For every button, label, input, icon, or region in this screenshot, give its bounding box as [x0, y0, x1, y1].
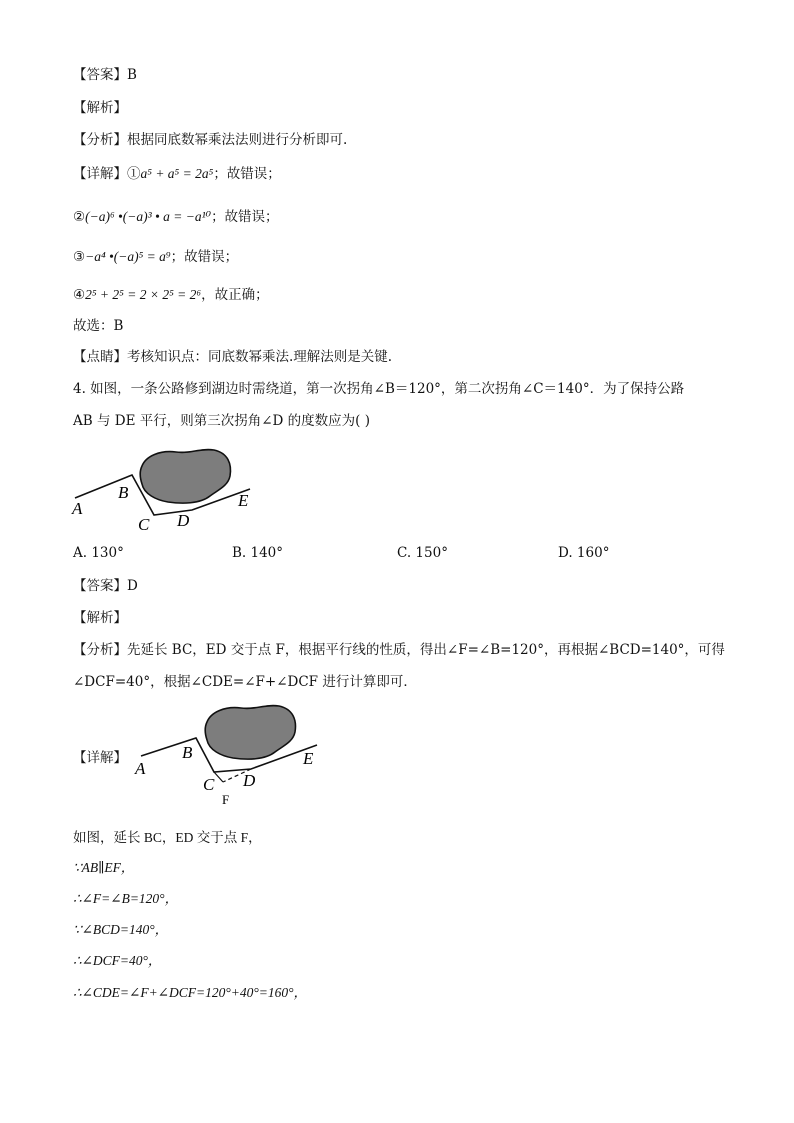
dianjing-q3: 【点睛】考核知识点：同底数幂乘法.理解法则是关键. [73, 349, 393, 365]
label-E: E [238, 491, 249, 510]
item4-expression: 2⁵ + 2⁵ = 2 × 2⁵ = 2⁶ [85, 287, 202, 302]
analysis-label-q3: 【解析】 [73, 100, 127, 116]
item4-number: ④ [73, 287, 86, 303]
answer-q3: 【答案】B [73, 67, 137, 83]
label2-B: B [182, 743, 193, 762]
step-2: ∵AB∥EF， [73, 860, 135, 875]
lake-shape [140, 450, 230, 504]
step-5: ∴∠DCF=40°， [73, 953, 162, 968]
item2-conclusion: ；故错误； [211, 209, 279, 225]
label-C: C [138, 515, 150, 534]
lake-shape-2 [205, 706, 295, 760]
road-figure-1 [60, 438, 280, 538]
detail-label-q3: 【详解】 [73, 166, 127, 182]
label2-E: E [303, 749, 314, 768]
detail-item-4 [73, 285, 269, 305]
item3-number: ③ [73, 249, 86, 265]
item4-conclusion: ，故正确； [201, 287, 269, 303]
option-d: D. 160° [558, 545, 610, 561]
item2-number: ② [73, 209, 86, 225]
label2-D: D [243, 771, 256, 790]
extension-line-cf [214, 772, 223, 782]
option-a: A. 130° [73, 545, 124, 561]
option-b: B. 140° [232, 545, 284, 561]
item1-conclusion: ；故错误； [213, 166, 281, 182]
answer-q4: 【答案】D [73, 578, 138, 594]
q4-stem-line1: 4. 如图，一条公路修到湖边时需绕道，第一次拐角∠B＝120°，第二次拐角∠C＝140°．为了保持公路 [73, 381, 685, 397]
step-4: ∵∠BCD=140°， [73, 922, 169, 937]
detail-item-2 [73, 207, 279, 227]
step-1: 如图，延长 BC，ED 交于点 F， [73, 830, 262, 845]
analysis-label-q4: 【解析】 [73, 610, 127, 626]
detail-item-1 [73, 164, 281, 184]
detail-label-q4: 【详解】 [73, 750, 127, 766]
fenxi-q3: 【分析】根据同底数幂乘法法则进行分析即可. [73, 132, 348, 148]
road-figure-2 [125, 700, 330, 812]
q4-stem-line2: AB 与 DE 平行，则第三次拐角∠D 的度数应为( ) [73, 413, 370, 429]
item1-number: ① [127, 166, 141, 182]
label2-A: A [135, 759, 146, 778]
label-A: A [72, 499, 83, 518]
item2-expression: (−a)⁶ •(−a)³ • a = −a¹⁰ [85, 209, 212, 224]
label-B: B [118, 483, 129, 502]
label-D: D [177, 511, 190, 530]
fenxi-q4-line1: 【分析】先延长 BC，ED 交于点 F，根据平行线的性质，得出∠F=∠B=120°，再根据∠BCD=140°，可得 [73, 642, 725, 658]
label2-F: F [222, 792, 230, 807]
item1-expression: a⁵ + a⁵ = 2a⁵ [140, 166, 214, 181]
fenxi-q4-line2: ∠DCF=40°，根据∠CDE=∠F+∠DCF 进行计算即可． [73, 674, 417, 690]
item3-conclusion: ；故错误； [170, 249, 239, 265]
option-c: C. 150° [397, 545, 448, 561]
item3-expression: −a⁴ •(−a)⁵ = a⁹ [85, 249, 171, 264]
step-3: ∴∠F=∠B=120°， [73, 891, 179, 906]
step-6: ∴∠CDE=∠F+∠DCF=120°+40°=160°， [73, 985, 308, 1000]
detail-item-3 [73, 247, 238, 267]
label2-C: C [203, 775, 215, 794]
choice-q3: 故选：B [73, 318, 124, 334]
